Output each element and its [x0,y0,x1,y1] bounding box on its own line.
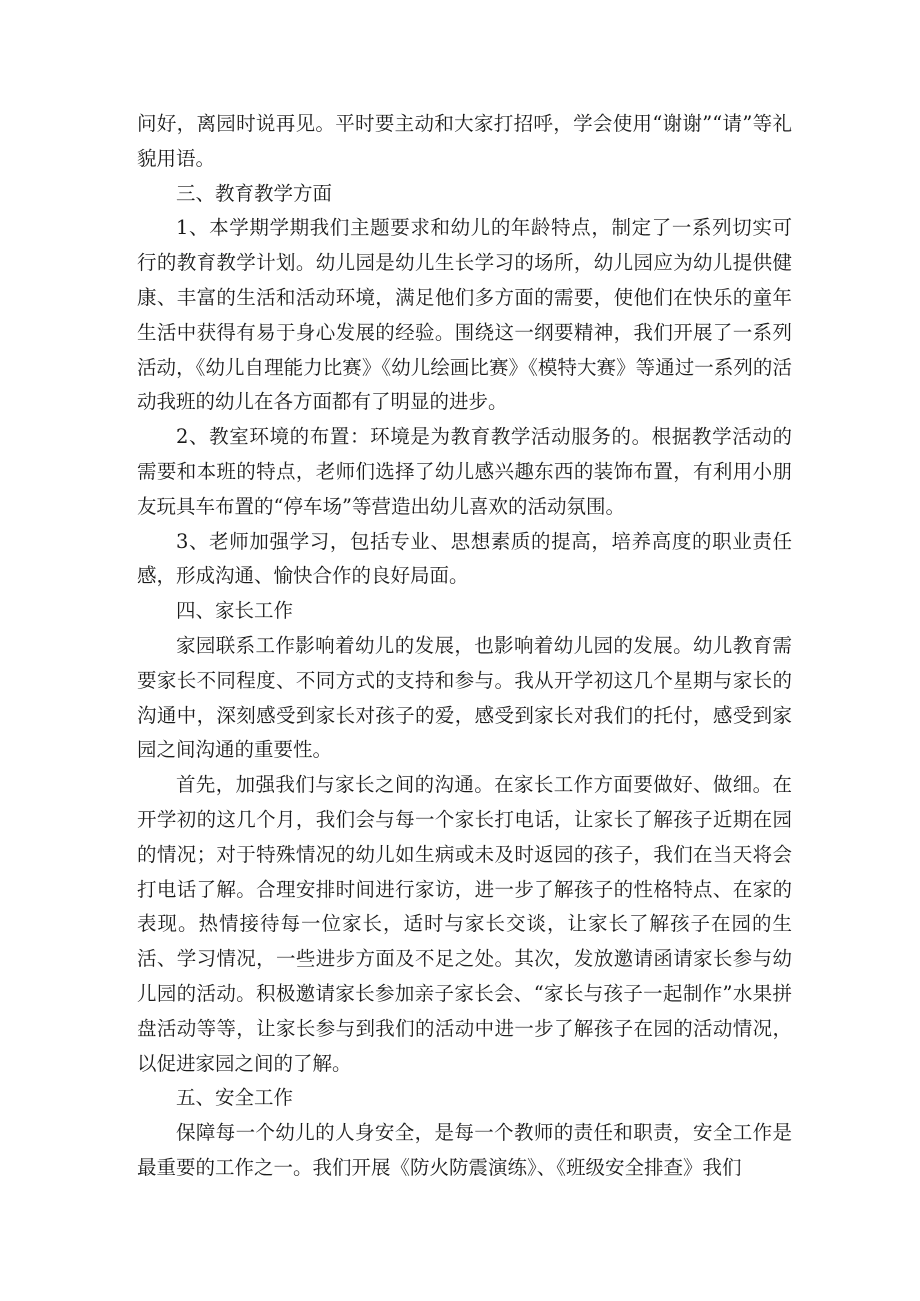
paragraph-teaching-plan: 1、本学期学期我们主题要求和幼儿的年龄特点，制定了一系列切实可行的教育教学计划。幼儿园是幼儿生长学习的场所，幼儿园应为幼儿提供健康、丰富的生活和活动环境，满足他们多方面的需要，使他们在快乐的童年生活中获得有易于身心发展的经验。围绕这一纲要精神，我们开展了一系列活动，《幼儿自理能力比赛》《幼儿绘画比赛》《模特大赛》等通过一系列的活动我班的幼儿在各方面都有了明显的进步。 [137,216,792,414]
paragraph-classroom-environment: 2、教室环境的布置：环境是为教育教学活动服务的。根据教学活动的需要和本班的特点，老师们选择了幼儿感兴趣东西的装饰布置，有利用小朋友玩具车布置的“停车场”等营造出幼儿喜欢的活动氛围。 [137,425,792,518]
document-body [137,107,792,1186]
heading-teaching: 三、教育教学方面 [176,181,333,205]
paragraph-greetings: 问好，离园时说再见。平时要主动和大家打招呼，学会使用“谢谢”“请”等礼貌用语。 [137,112,792,170]
paragraph-parent-communication: 首先，加强我们与家长之间的沟通。在家长工作方面要做好、做细。在开学初的这几个月，我们会与每一个家长打电话，让家长了解孩子近期在园的情况；对于特殊情况的幼儿如生病或未及时返园的孩子，我们在当天将会打电话了解。合理安排时间进行家访，进一步了解孩子的性格特点、在家的表现。热情接待每一位家长，适时与家长交谈，让家长了解孩子在园的生活、学习情况，一些进步方面及不足之处。其次，发放邀请函请家长参与幼儿园的活动。积极邀请家长参加亲子家长会、“家长与孩子一起制作”水果拼盘活动等等，让家长参与到我们的活动中进一步了解孩子在园的活动情况，以促进家园之间的了解。 [137,773,792,1075]
paragraph-child-safety: 保障每一个幼儿的人身安全，是每一个教师的责任和职责，安全工作是最重要的工作之一。我们开展《防火防震演练》、《班级安全排查》我们 [137,1121,792,1179]
paragraph-teacher-study: 3、老师加强学习，包括专业、思想素质的提高，培养高度的职业责任感，形成沟通、愉快合作的良好局面。 [137,529,792,588]
heading-safety-work: 五、安全工作 [176,1086,294,1110]
paragraph-home-school-contact: 家园联系工作影响着幼儿的发展，也影响着幼儿园的发展。幼儿教育需要家长不同程度、不同方式的支持和参与。我从开学初这几个星期与家长的沟通中，深刻感受到家长对孩子的爱，感受到家长对我们的托付，感受到家园之间沟通的重要性。 [137,633,792,762]
heading-parent-work: 四、家长工作 [176,599,294,623]
